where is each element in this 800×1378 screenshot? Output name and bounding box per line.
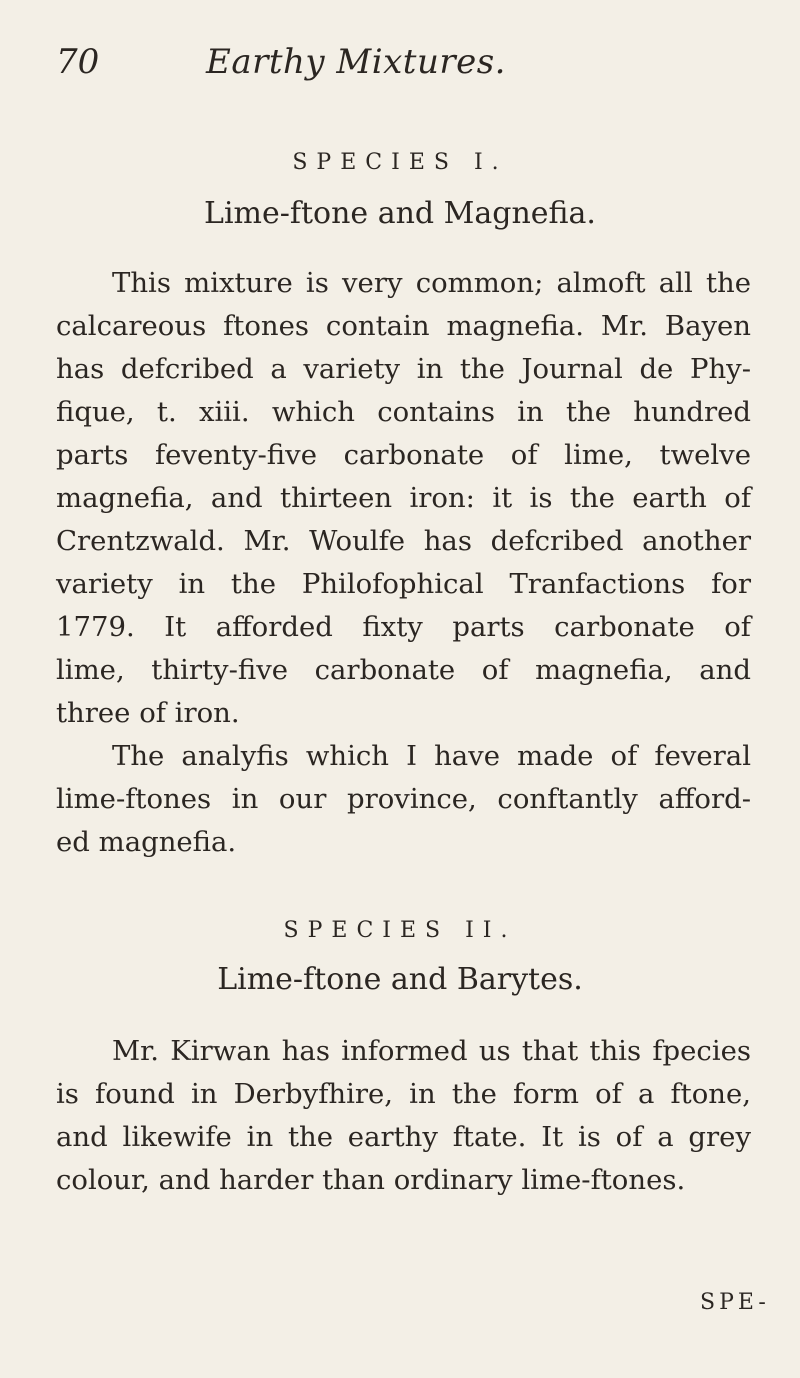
text-line: colour, and harder than ordinary lime-ftones. <box>56 1164 686 1196</box>
text-line: ed magnefia. <box>56 826 237 858</box>
text-line: variety in the Philofophical Tranfactions for <box>56 568 751 600</box>
text-line: lime-ftones in our province, conftantly afford- <box>56 783 751 815</box>
text-line: parts feventy-five carbonate of lime, twelve <box>56 439 751 471</box>
text-line: calcareous ftones contain magnefia. Mr. Bayen <box>56 310 751 342</box>
paragraph-3 <box>56 1030 751 1202</box>
text-line: and likewife in the earthy ftate. It is of a grey <box>56 1121 751 1153</box>
species-name-2: Lime-ftone and Barytes. <box>217 962 583 997</box>
paragraph-2 <box>56 735 751 864</box>
text-line: three of iron. <box>56 697 240 729</box>
text-line: Crentzwald. Mr. Woulfe has defcribed another <box>56 525 751 557</box>
text-line: 1779. It afforded fixty parts carbonate of <box>56 611 751 643</box>
text-line: The analyfis which I have made of feveral <box>112 740 751 772</box>
text-line: Mr. Kirwan has informed us that this fpecies <box>112 1035 751 1067</box>
text-line: This mixture is very common; almoft all the <box>112 267 751 299</box>
species-heading-1: SPECIES I. <box>292 150 508 175</box>
catchword: SPE- <box>700 1290 770 1315</box>
text-line: is found in Derbyfhire, in the form of a ftone, <box>56 1078 751 1110</box>
text-line: fique, t. xiii. which contains in the hundred <box>56 396 751 428</box>
page-number: 70 <box>56 42 100 82</box>
page-header <box>56 42 716 102</box>
text-line: has defcribed a variety in the Journal de Phy- <box>56 353 751 385</box>
species-name-1: Lime-ftone and Magnefia. <box>204 196 596 231</box>
paragraph-1 <box>56 262 751 735</box>
species-heading-2: SPECIES II. <box>283 918 517 943</box>
running-title: Earthy Mixtures. <box>206 42 506 82</box>
text-line: lime, thirty-five carbonate of magnefia, and <box>56 654 751 686</box>
text-line: magnefia, and thirteen iron: it is the earth of <box>56 482 751 514</box>
